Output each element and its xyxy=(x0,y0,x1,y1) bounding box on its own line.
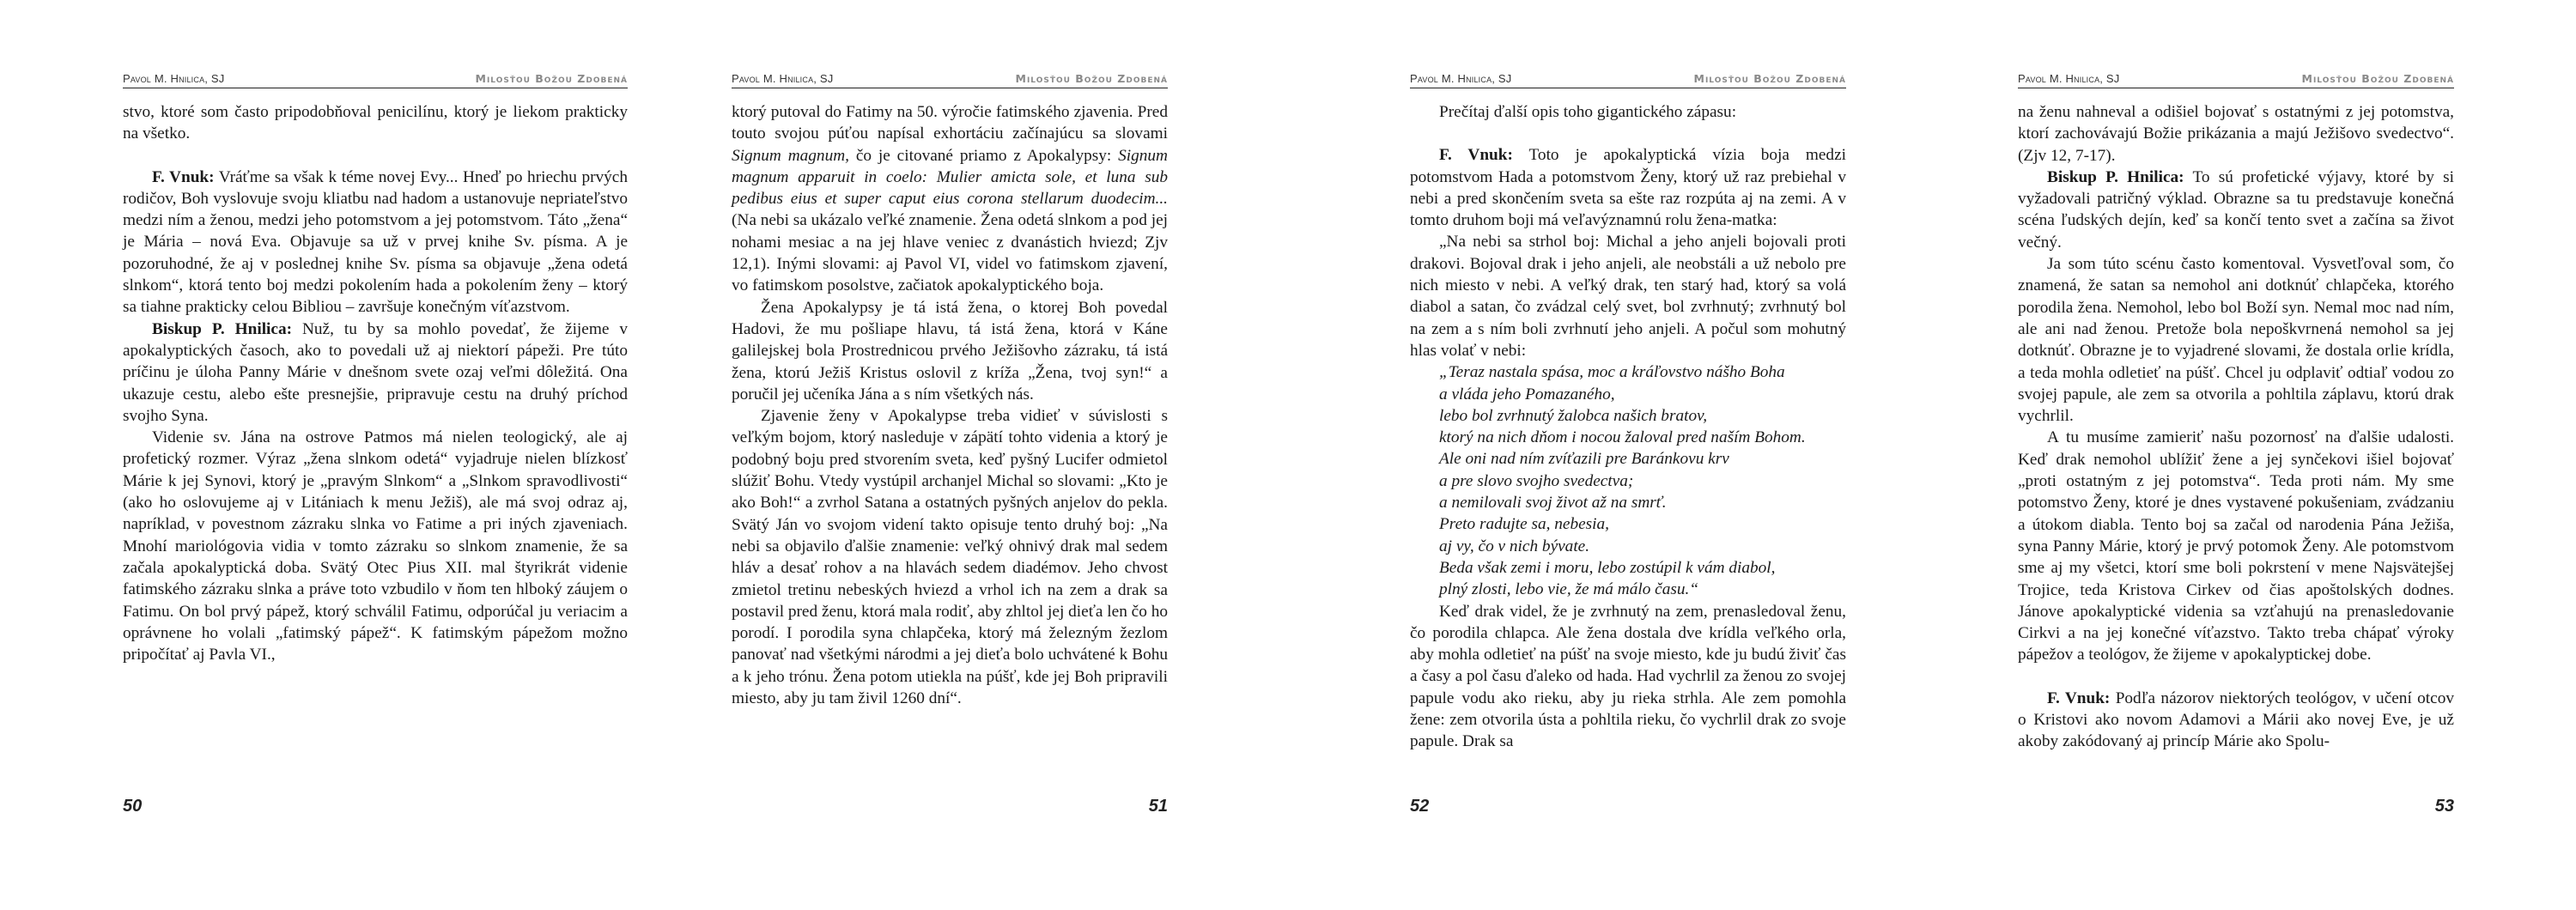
speaker-label: Biskup P. Hnilica: xyxy=(152,319,293,338)
running-head xyxy=(732,67,1168,88)
running-head xyxy=(123,67,628,88)
speaker-label: F. Vnuk: xyxy=(1439,146,1513,165)
verse-line: a vláda jeho Pomazaného, xyxy=(1439,385,1615,403)
running-head-title: Milosťou Božou Zdobená xyxy=(2301,72,2454,85)
paragraph: Biskup P. Hnilica: To sú profetické výjavy, ktoré by si vyžadovali patričný výklad. Obrazne sa tu predstavuje konečná scéna ľudských dejín, keď sa končí tento svet a začína sa život večný. xyxy=(2018,167,2454,252)
speaker-label: F. Vnuk: xyxy=(152,167,215,186)
speaker-label: Biskup P. Hnilica: xyxy=(2047,167,2184,186)
running-head-author: Pavol M. Hnilica, SJ xyxy=(123,72,225,85)
latin-quote: Signum magnum apparuit in coelo: Mulier amicta sole, et luna sub pedibus eius et super caput eius corona stellarum duodecim... xyxy=(732,146,1168,209)
paragraph: Keď drak videl, že je zvrhnutý na zem, prenasledoval ženu, čo porodila chlapca. Ale žena dostala dve krídla veľkého orla, aby mohla odletieť na púšť na svoje miesto, kde ju budú živiť čas a časy a pol času ďaleko od hada. Had vychrlil za ženou zo svojej papule vodu ako rieku, aby ju rieka strhla. Ale zem pomohla žene: zem otvorila ústa a pohltila rieku, čo vychrlil drak zo svoje papule. Drak sa xyxy=(1410,602,1846,751)
verse-line: aj vy, čo v nich bývate. xyxy=(1439,537,1590,555)
page-body xyxy=(123,101,628,665)
paragraph: Videnie sv. Jána na ostrove Patmos má nielen teologický, ale aj profetický rozmer. Výraz „žena slnkom odetá“ vyjadruje nielen blízkosť Márie k jej Synovi, ktorý je „pravým Slnkom“ a „Slnkom spravodlivosti“ (ako ho oslovujeme aj v Litániach k menu Ježiš), ale má svoj odraz aj, napríklad, v povestnom zázraku slnka vo Fatime a pri iných zjaveniach. Mnohí mariológovia vidia v tomto zázraku so slnkom znamenie, že sa začala apokalyptická doba. Svätý Otec Pius XII. mal štyrikrát videnie fatimského zázraku slnka a práve toto vzbudilo v ňom ten hlboký záujem o Fatimu. On bol prvý pápež, ktorý schválil Fatimu, odporúčal ju veriacim a oprávnene ho volali „fatimský pápež“. K fatimským pápežom možno pripočítať aj Pavla VI., xyxy=(123,428,628,664)
paragraph: F. Vnuk: Podľa názorov niektorých teológov, v učení otcov o Kristovi ako novom Adamovi a Márii ako novej Eve, je už akoby zakódovaný aj princíp Márie ako Spolu- xyxy=(2018,689,2454,751)
paragraph: „Na nebi sa strhol boj: Michal a jeho anjeli bojovali proti drakovi. Bojoval drak i jeho anjeli, ale neobstáli a už nebolo pre nich miesto v nebi. A veľký drak, ten starý had, ktorý sa volá diabol a satan, čo zvádzal celý svet, bol zvrhnutý; zvrhnutý bol na zem a s ním boli zvrhnutí jeho anjeli. A počul som mohutný hlas volať v nebi: xyxy=(1410,233,1846,360)
verse-line: a pre slovo svojho svedectva; xyxy=(1439,471,1634,490)
page-number: 51 xyxy=(1148,797,1168,816)
verse-line: lebo bol zvrhnutý žalobca našich bratov, xyxy=(1439,406,1708,425)
page-number: 52 xyxy=(1410,797,1430,816)
page-body xyxy=(2018,101,2454,753)
speaker-label: F. Vnuk: xyxy=(2047,689,2111,707)
paragraph: Ja som túto scénu často komentoval. Vysvetľoval som, čo znamená, že satan sa nemohol ani dotknúť chlapčeka, ktorého porodila žena. Nemohol, lebo bol Boží syn. Nemal moc nad ním, ale ani nad ženou. Pretože bola nepoškvrnená nemohol sa jej dotknúť. Obrazne je to vyjadrené slovami, že dostala orlie krídla, a teda mohla odletieť na púšť. Chcel ju odplaviť odtiaľ vodou zo svojej papule, ale zem sa otvorila a pohltila záplavu, ktorú drak vychrlil. xyxy=(2018,255,2454,426)
page-number: 53 xyxy=(2434,797,2454,816)
intro-paragraph: Prečítaj ďalší opis toho gigantického zápasu: xyxy=(1439,103,1737,121)
page-50 xyxy=(123,0,628,910)
page-53 xyxy=(2018,0,2454,910)
paragraph: A tu musíme zamieriť našu pozornosť na ďalšie udalosti. Keď drak nemohol ublížiť žene a jej synčekovi išiel bojovať „proti ostatným z jej potomstva“. Teda proti nám. My sme potomstvo Ženy, ktoré je dnes vystavené pokušeniam, zvádzaniu a útokom diabla. Tento boj sa začal od narodenia Pána Ježiša, syna Panny Márie, ktorý je prvý potomok Ženy. Ale potomstvom sme aj my všetci, ktorí sme boli pokrstení v mene Najsvätejšej Trojice, teda Kristova Cirkev od čias apoštolských dodnes. Jánove apokalyptické videnia sa vzťahujú na prenasledovanie Cirkvi a na jej konečné víťazstvo. Takto treba chápať výroky pápežov a teológov, že žijeme v apokalyptickej dobe. xyxy=(2018,428,2454,664)
running-head-author: Pavol M. Hnilica, SJ xyxy=(1410,72,1512,85)
verse-line: plný zlosti, lebo vie, že má málo času.“ xyxy=(1439,580,1699,599)
verse-line: a nemilovali svoj život až na smrť. xyxy=(1439,494,1667,513)
paragraph: Biskup P. Hnilica: Nuž, tu by sa mohlo povedať, že žijeme v apokalyptických časoch, ako to povedali už aj niektorí pápeži. Pre túto príčinu je úloha Panny Márie v dnešnom svete ozaj veľmi dôležitá. Ona ukazuje cestu, alebo ešte presnejšie, pripravuje cestu na druhý príchod svojho Syna. xyxy=(123,319,628,425)
verse-line: Preto radujte sa, nebesia, xyxy=(1439,515,1609,534)
verse-line: ktorý na nich dňom i nocou žaloval pred naším Bohom. xyxy=(1439,428,1806,447)
running-head-title: Milosťou Božou Zdobená xyxy=(1693,72,1846,85)
paragraph: ktorý putoval do Fatimy na 50. výročie fatimského zjavenia. Pred touto svojou púťou napísal exhortáciu začínajúcu sa slovami Signum magnum, čo je citované priamo z Apokalypsy: Signum magnum apparuit in coelo: Mulier amicta sole, et luna sub pedibus eius et super caput eius corona stellarum duodecim... (Na nebi sa ukázalo veľké znamenie. Žena odetá slnkom a pod jej nohami mesiac a na jej hlave veniec z dvanástich hviezd; Zjv 12,1). Inými slovami: aj Pavol VI, videl vo fatimskom zjavení, vo fatimskom posolstve, začiatok apokalyptického boja. xyxy=(732,103,1168,295)
paragraph: F. Vnuk: Toto je apokalyptická vízia boja medzi potomstvom Hada a potomstvom Ženy, ktorý už raz prebiehal v nebi a pred skončením sveta sa ešte raz rozpúta aj na zemi. A v tomto druhom boji má veľavýznamnú rolu žena-matka: xyxy=(1410,146,1846,230)
paragraph: Žena Apokalypsy je tá istá žena, o ktorej Boh povedal Hadovi, že mu pošliape hlavu, tá istá žena, ktorá v Káne galilejskej bola Prostrednicou prvého Ježišovho zázraku, tá istá žena, ktorú Ježiš Kristus oslovil z kríža „Žena, tvoj syn!“ a poručil jej učeníka Jána a s ním všetkých nás. xyxy=(732,298,1168,403)
running-head-title: Milosťou Božou Zdobená xyxy=(475,72,628,85)
running-head-author: Pavol M. Hnilica, SJ xyxy=(2018,72,2120,85)
running-head-author: Pavol M. Hnilica, SJ xyxy=(732,72,834,85)
verse-line: „Teraz nastala spása, moc a kráľovstvo nášho Boha xyxy=(1439,363,1785,382)
paragraph: stvo, ktoré som často pripodobňoval penicilínu, ktorý je liekom prakticky na všetko. xyxy=(123,103,628,143)
page-body xyxy=(1410,101,1846,753)
verse-line: Ale oni nad ním zvíťazili pre Baránkovu krv xyxy=(1439,450,1729,469)
page-52 xyxy=(1410,0,1846,910)
running-head xyxy=(2018,67,2454,88)
running-head xyxy=(1410,67,1846,88)
page-number: 50 xyxy=(123,797,143,816)
latin-quote: Signum magnum, xyxy=(732,146,849,165)
page-body xyxy=(732,101,1168,709)
paragraph: Zjavenie ženy v Apokalypse treba vidieť v súvislosti s veľkým bojom, ktorý nasleduje v zápätí tohto videnia a ktorý je podobný boju pred stvorením sveta, keď pyšný Lucifer odmietol slúžiť Bohu. Vtedy vystúpil archanjel Michal so slovami: „Kto je ako Boh!“ a zvrhol Satana a ostatných pyšných anjelov do pekla. Svätý Ján vo svojom videní takto opisuje tento druhý boj: „Na nebi sa objavilo ďalšie znamenie: veľký ohnivý drak mal sedem hláv a desať rohov a na hlavách sedem diadémov. Jeho chvost zmietol tretinu nebeských hviezd a vrhol ich na zem a drak sa postavil pred ženu, ktorá mala rodiť, aby zhltol jej dieťa len čo ho porodí. I porodila syna chlapčeka, ktorý má železným žezlom panovať nad všetkými národmi a jej dieťa bolo uchvátené k Bohu a k jeho trónu. Žena potom utiekla na púšť, kde jej Boh pripravili miesto, aby ju tam živil 1260 dní“. xyxy=(732,407,1168,708)
verse-block xyxy=(1410,361,1846,600)
paragraph: F. Vnuk: Vráťme sa však k téme novej Evy... Hneď po hriechu prvých rodičov, Boh vyslovuje svoju kliatbu nad hadom a ustanovuje nepriateľstvo medzi ním a ženou, medzi jeho potomstvom a jej potomstvom. Táto „žena“ je Mária – nová Eva. Objavuje sa už v prvej knihe Sv. písma. A je pozoruhodné, že aj v poslednej knihe Sv. písma sa objavuje „žena odetá slnkom“, ktorá tento boj medzi pokolením hada a pokolením ženy – ktorý sa tiahne prakticky celou Bibliou – završuje konečným víťazstvom. xyxy=(123,167,628,317)
verse-line: Beda však zemi i moru, lebo zostúpil k vám diabol, xyxy=(1439,558,1776,577)
running-head-title: Milosťou Božou Zdobená xyxy=(1015,72,1168,85)
paragraph: na ženu nahneval a odišiel bojovať s ostatnými z jej potomstva, ktorí zachovávajú Božie prikázania a majú Ježišovo svedectvo“. (Zjv 12, 7-17). xyxy=(2018,103,2454,165)
page-51 xyxy=(732,0,1168,910)
